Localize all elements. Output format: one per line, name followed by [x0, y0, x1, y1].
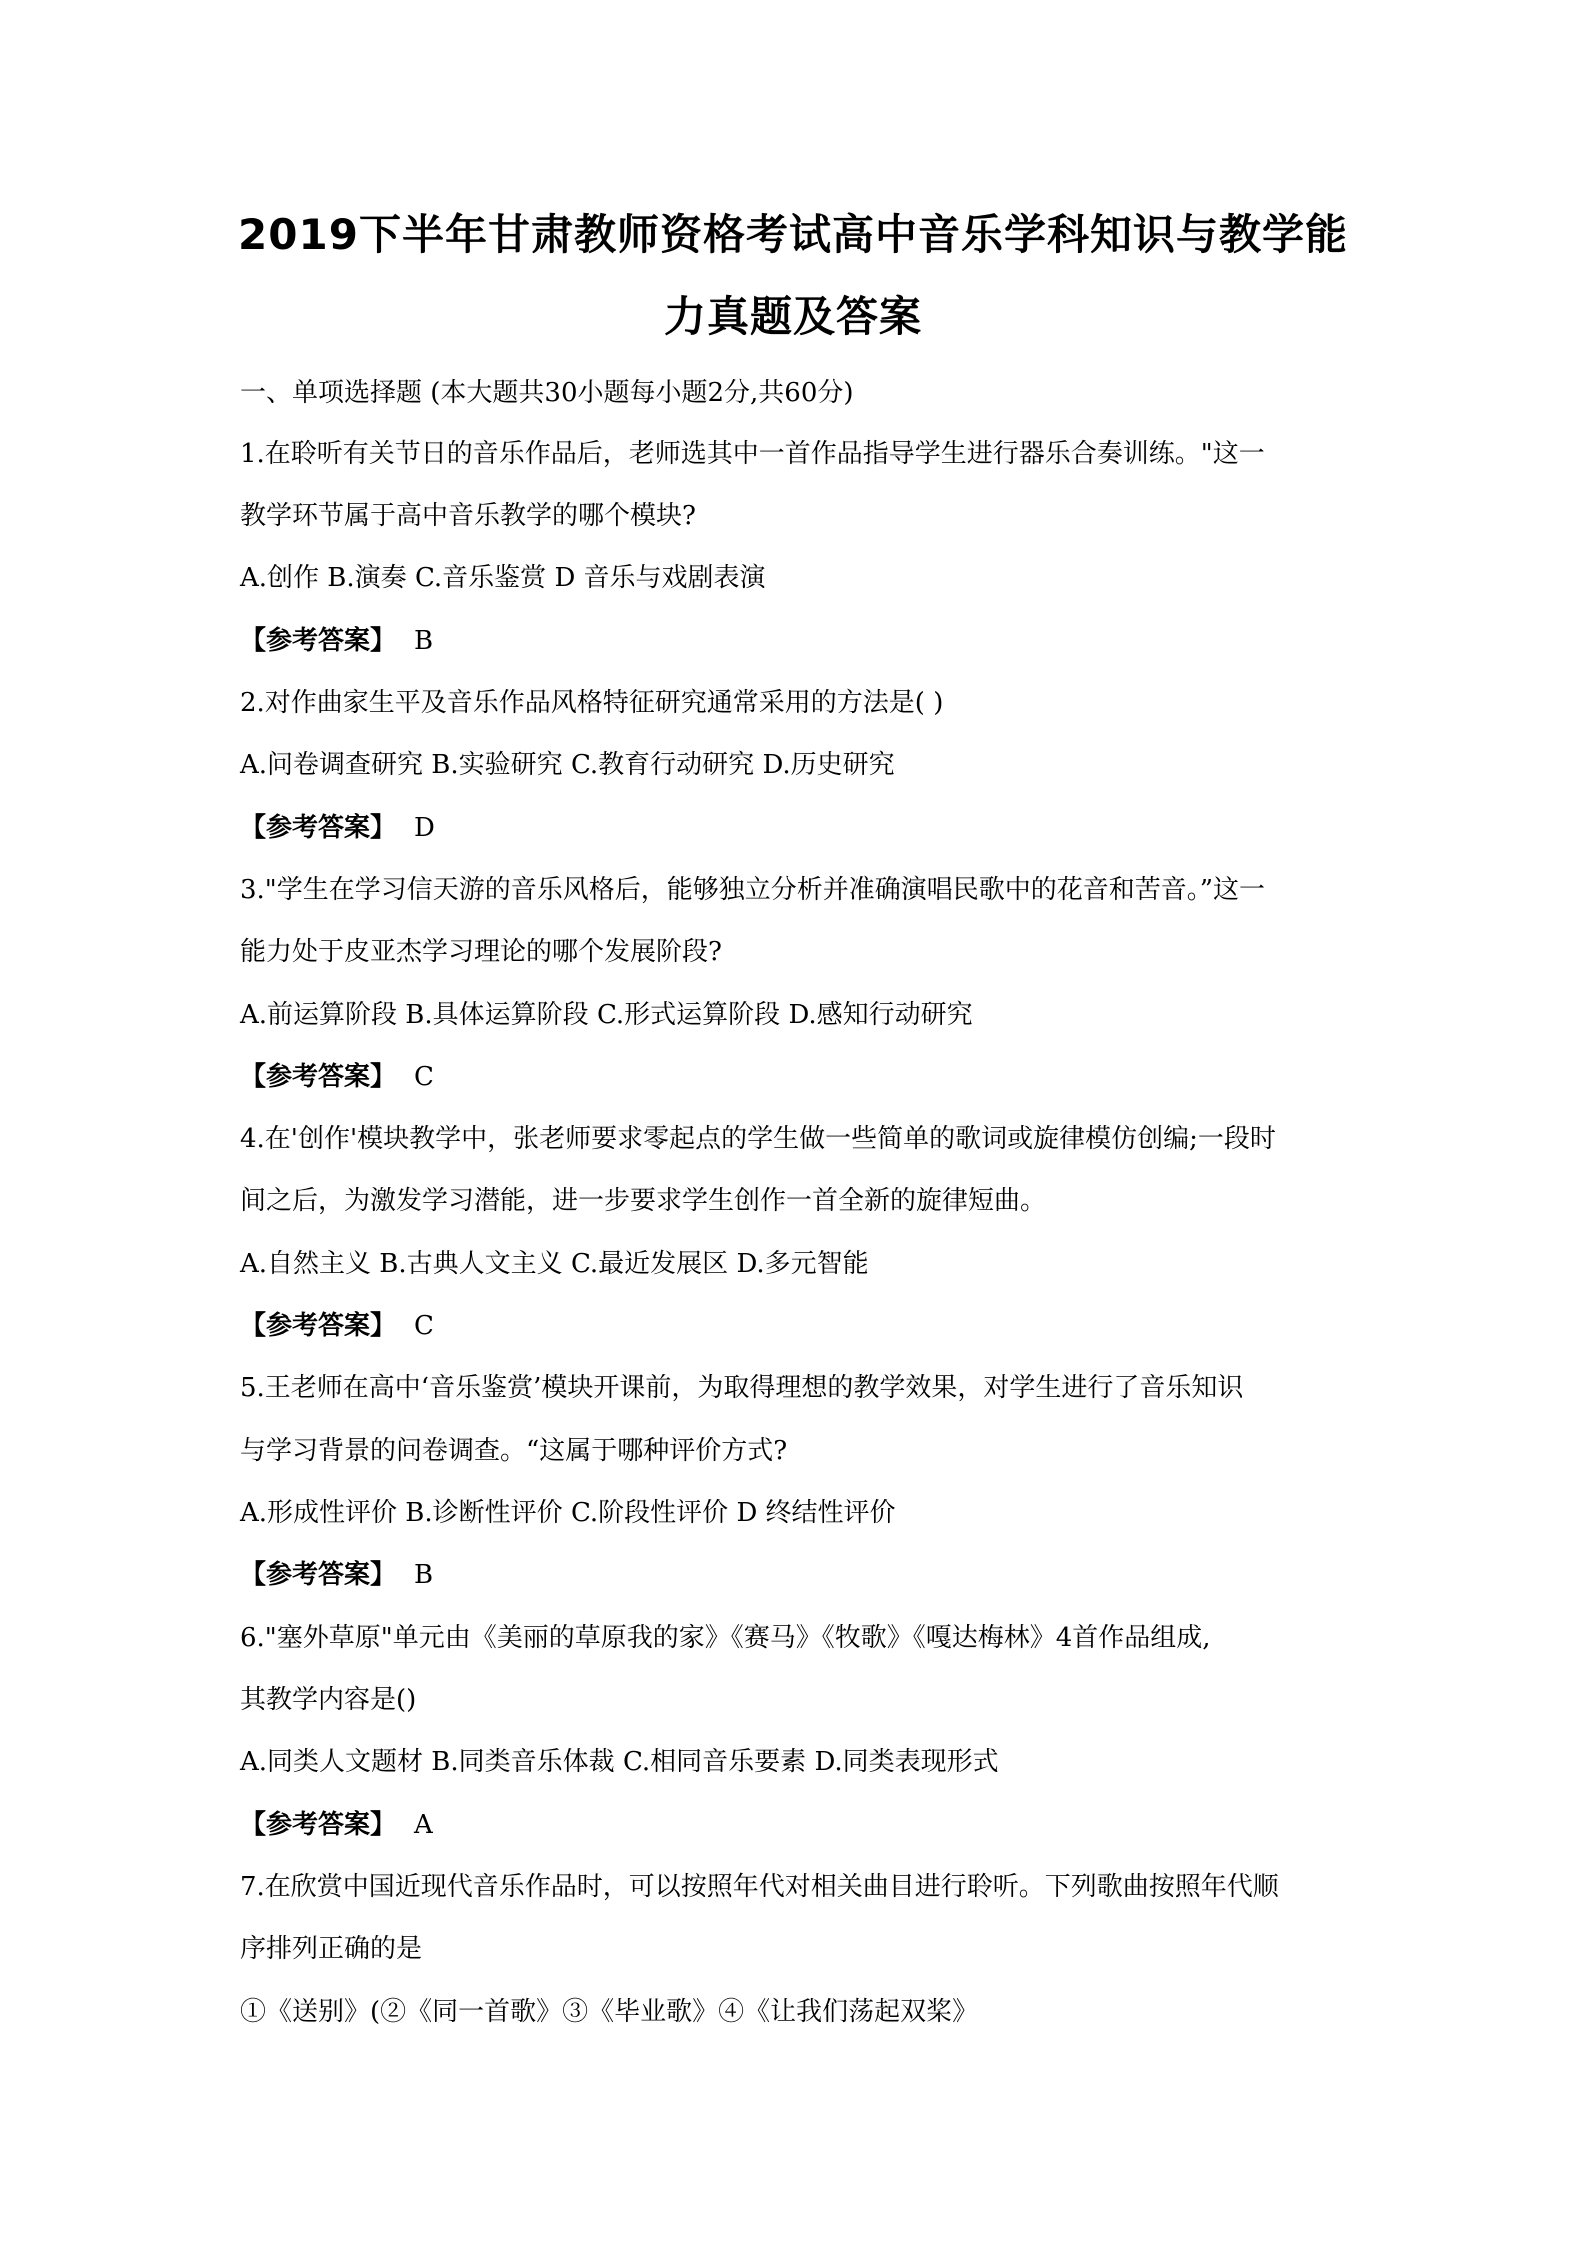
question-3-stem-line-1: 3."学生在学习信天游的音乐风格后，能够独立分析并准确演唱民歌中的花音和苦音。”这一 — [240, 875, 1266, 905]
question-7-stem-line-2: 序排列正确的是 — [240, 1934, 423, 1964]
answer-value: D — [414, 813, 435, 843]
question-2-answer — [240, 808, 1370, 848]
section-heading: 一、单项选择题 (本大题共30小题每小题2分,共60分) — [240, 378, 854, 408]
question-5-stem-line-2: 与学习背景的问卷调查。“这属于哪种评价方式? — [240, 1436, 788, 1466]
question-6-stem-line-1: 6."塞外草原"单元由《美丽的草原我的家》《赛马》《牧歌》《嘎达梅林》4首作品组成, — [240, 1623, 1211, 1653]
document-title-line-1: 2019下半年甘肃教师资格考试高中音乐学科知识与教学能 — [238, 210, 1348, 259]
question-3-stem-line-2: 能力处于皮亚杰学习理论的哪个发展阶段? — [240, 937, 722, 967]
question-4-answer — [240, 1306, 1370, 1346]
question-6-stem-line-2: 其教学内容是() — [240, 1685, 417, 1715]
question-1-stem-line-1: 1.在聆听有关节日的音乐作品后，老师选其中一首作品指导学生进行器乐合奏训练。"这一 — [240, 439, 1265, 469]
question-2-stem-line-1: 2.对作曲家生平及音乐作品风格特征研究通常采用的方法是( ) — [240, 688, 944, 718]
question-5-stem-line-1: 5.王老师在高中‘音乐鉴赏’模块开课前，为取得理想的教学效果，对学生进行了音乐知识 — [240, 1373, 1244, 1403]
question-3-options: A.前运算阶段 B.具体运算阶段 C.形式运算阶段 D.感知行动研究 — [240, 1000, 973, 1030]
question-7-options: ①《送别》(②《同一首歌》③《毕业歌》④《让我们荡起双桨》 — [240, 1997, 979, 2027]
question-5-answer — [240, 1555, 1370, 1595]
answer-value: C — [414, 1311, 434, 1341]
answer-value: A — [414, 1810, 433, 1840]
answer-value: C — [414, 1062, 434, 1092]
answer-label: 【参考答案】 — [240, 1062, 397, 1092]
question-1-options: A.创作 B.演奏 C.音乐鉴赏 D 音乐与戏剧表演 — [240, 563, 766, 593]
answer-label: 【参考答案】 — [240, 1810, 397, 1840]
question-3-answer — [240, 1057, 1370, 1097]
question-5-options: A.形成性评价 B.诊断性评价 C.阶段性评价 D 终结性评价 — [240, 1498, 896, 1528]
question-6-options: A.同类人文题材 B.同类音乐体裁 C.相同音乐要素 D.同类表现形式 — [240, 1747, 999, 1777]
answer-label: 【参考答案】 — [240, 1560, 397, 1590]
document-title-line-2: 力真题及答案 — [663, 292, 922, 341]
answer-label: 【参考答案】 — [240, 813, 397, 843]
question-2-options: A.问卷调查研究 B.实验研究 C.教育行动研究 D.历史研究 — [240, 750, 895, 780]
question-7-stem-line-1: 7.在欣赏中国近现代音乐作品时，可以按照年代对相关曲目进行聆听。下列歌曲按照年代顺 — [240, 1872, 1279, 1902]
answer-value: B — [414, 626, 434, 656]
question-4-options: A.自然主义 B.古典人文主义 C.最近发展区 D.多元智能 — [240, 1249, 869, 1279]
answer-label: 【参考答案】 — [240, 1311, 397, 1341]
question-4-stem-line-2: 间之后，为激发学习潜能，进一步要求学生创作一首全新的旋律短曲。 — [240, 1186, 1047, 1216]
answer-value: B — [414, 1560, 434, 1590]
question-6-answer — [240, 1805, 1370, 1845]
question-1-answer — [240, 621, 1370, 661]
question-1-stem-line-2: 教学环节属于高中音乐教学的哪个模块? — [240, 501, 696, 531]
question-4-stem-line-1: 4.在'创作'模块教学中，张老师要求零起点的学生做一些简单的歌词或旋律模仿创编;一段时 — [240, 1124, 1276, 1154]
answer-label: 【参考答案】 — [240, 626, 397, 656]
